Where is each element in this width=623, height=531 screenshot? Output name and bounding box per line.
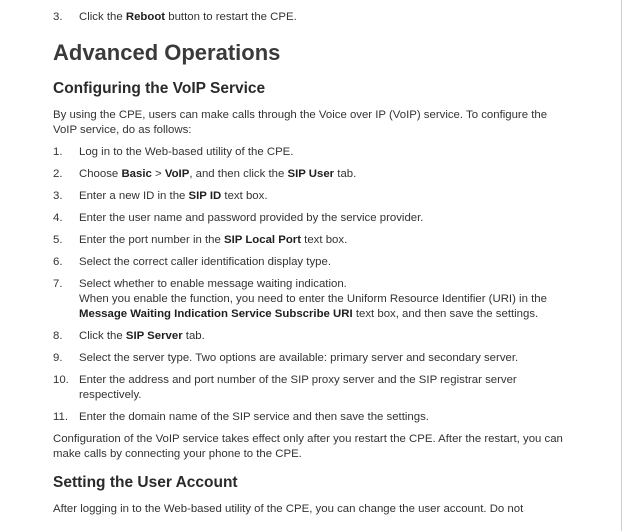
list-item [53, 329, 565, 344]
document-page [53, 10, 565, 524]
step-text: Choose [79, 168, 122, 180]
subsection-title-voip: Configuring the VoIP Service [53, 80, 266, 97]
step-number: 1. [53, 146, 63, 158]
step-text: Click the [79, 330, 126, 342]
list-item [53, 410, 565, 425]
step-number: 2. [53, 168, 63, 180]
step-text: > [151, 168, 165, 180]
step-text: tab. [182, 330, 205, 342]
voip-steps-list [53, 145, 565, 425]
step-number: 7. [53, 278, 63, 290]
step-text: When you enable the function, you need to enter the Uniform Resource Identifier (URI) in the [79, 293, 547, 305]
step-text: Click the [79, 11, 126, 23]
step-text: Select the correct caller identification display type. [79, 256, 331, 268]
list-item [53, 255, 565, 270]
field-name-mwi-uri: Message Waiting Indication Service Subscribe URI [79, 308, 353, 320]
step-text: Enter the address and port number of the SIP proxy server and the SIP registrar server respectively. [79, 374, 517, 401]
list-item [53, 233, 565, 248]
step-text: Enter the port number in the [79, 234, 224, 246]
subsection-title-account: Setting the User Account [53, 474, 238, 491]
tab-name-sip-server: SIP Server [125, 330, 183, 342]
voip-intro: By using the CPE, users can make calls through the Voice over IP (VoIP) service. To configure the VoIP service, do as follows: [53, 109, 548, 136]
list-item [53, 277, 565, 322]
step-number: 5. [53, 234, 63, 246]
step-text: Select whether to enable message waiting indication. [79, 278, 347, 290]
step-reboot [53, 10, 565, 25]
menu-path-basic: Basic [121, 168, 152, 180]
step-number: 8. [53, 330, 63, 342]
list-item [53, 351, 565, 366]
step-text: Enter a new ID in the [79, 190, 189, 202]
list-item [53, 211, 565, 226]
page-edge-line [621, 0, 622, 531]
list-item [53, 373, 565, 403]
list-item [53, 145, 565, 160]
step-text: Enter the domain name of the SIP service and then save the settings. [79, 411, 429, 423]
voip-outro: Configuration of the VoIP service takes effect only after you restart the CPE. After the restart, you can make calls by connecting your phone to the CPE. [53, 433, 563, 460]
field-name-sip-id: SIP ID [188, 190, 222, 202]
step-number: 9. [53, 352, 63, 364]
list-item [53, 167, 565, 182]
tab-name-sip-user: SIP User [287, 168, 335, 180]
step-number: 6. [53, 256, 63, 268]
step-text: text box. [301, 234, 348, 246]
step-number: 4. [53, 212, 63, 224]
step-text: Select the server type. Two options are available: primary server and secondary server. [79, 352, 519, 364]
account-intro: After logging in to the Web-based utility of the CPE, you can change the user account. Do not [53, 503, 524, 515]
field-name-sip-local-port: SIP Local Port [224, 234, 302, 246]
step-number: 10. [53, 374, 69, 386]
step-text: button to restart the CPE. [165, 11, 297, 23]
step-bold: Reboot [125, 11, 166, 23]
step-text: text box. [221, 190, 268, 202]
step-number: 3. [53, 190, 63, 202]
list-item [53, 189, 565, 204]
step-number: 11. [53, 411, 68, 423]
step-text: Enter the user name and password provided by the service provider. [79, 212, 424, 224]
step-text: Log in to the Web-based utility of the CPE. [79, 146, 294, 158]
step-text: tab. [334, 168, 357, 180]
menu-path-voip: VoIP [164, 168, 190, 180]
step-number: 3. [53, 11, 63, 23]
section-title: Advanced Operations [53, 40, 281, 65]
step-text: , and then click the [189, 168, 288, 180]
step-text: text box, and then save the settings. [352, 308, 539, 320]
